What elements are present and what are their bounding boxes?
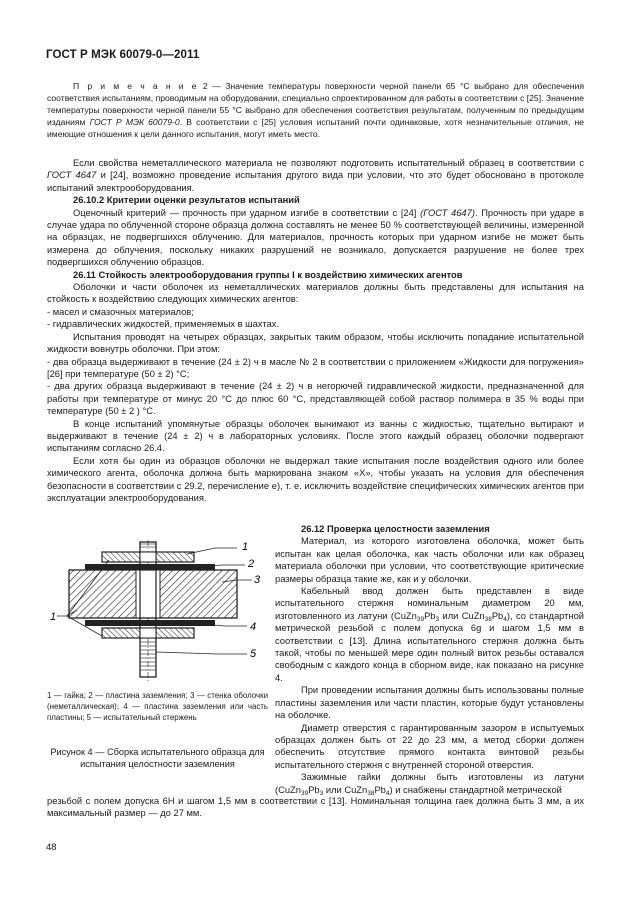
note-text-2: . В соответствии с [25] условия испытаний почти одинаковые, хотя незначительные отличия, не имеющие отношения к цели данного испытания, могут иметь место. [47,117,584,140]
list-item-hydraulic-fluid: - два других образца выдерживают в течение (24 ± 2) ч в негорючей гидравлической жидкости, предназначенной для работы при температуре от минус 20 °С до плюс 60 °С, представляющей собой раствор полимера в 35 % воды при температуре (50 ± 2 ) °С. [47,381,584,417]
figure-legend: 1 — гайка; 2 — пластина заземления; 3 — стенка оболочки (неметаллическая); 4 — пластина заземления или часть пластины; 5 — испытательный стержень [47,691,268,722]
note-paragraph [47,80,584,140]
gost-4647-ref-2: (ГОСТ 4647) [420,207,475,218]
paragraph-hole-diameter: Диаметр отверстия с гарантированным зазором в испытуемых образцах должен быть от 22 до 23 мм, а метод сборки должен обеспечить отсутствие прямого контакта винтовой резьбы испытательного стержня с внутренней стороной отверстия. [275,722,584,770]
main-text-block [47,157,584,504]
section-heading-26-11: 26.11 Стойкость электрооборудования группы I к воздействию химических агентов [73,269,463,280]
note-number: 2 — [198,81,221,91]
list-item-oil-2: - два образца выдерживают в течение (24 ± 2) ч в масле № 2 в соответствии с приложением «Жидкости для погружения» [26] при температуре (50 ± 2) °С; [47,356,584,379]
bottom-paragraph: резьбой с полем допуска 6Н и шагом 1,5 мм в соответствии с [13]. Номинальная толщина гаек должна быть 3 мм, а их максимальный размер — до 27 мм. [47,796,584,819]
callout-2: 2 [248,558,255,570]
paragraph-chemical-agents: Оболочки и части оболочек из неметаллических материалов должны быть представлены для испытания на стойкость к воздействию следующих химических агентов: [47,282,584,305]
paragraph-earth-plates: При проведении испытания должны быть использованы полные пластины заземления или части пластин, которые будут установлены на оболочке. [275,685,584,721]
list-item-oils: - масел и смазочных материалов; [47,306,194,317]
paragraph-material: Материал, из которого изготовлена оболочка, может быть испытан как целая оболочка, как часть оболочки или как образец материала оболочки при условии, что соответствующие критические размеры образца такие же, как и у оболочки. [275,536,584,584]
callout-5: 5 [250,648,257,660]
paragraph-marking-x: Если хотя бы один из образцов оболочки не выдержал такие испытания после воздействия одного или более химического агента, оболочка должна быть маркирована знаком «Х», чтобы указать на условия для обеспечения безопасности в соответствии с 29.2, перечисление е), т. е. исключить воздействие специфических химических агентов при эксплуатации электрооборудования. [47,455,584,503]
earthing-plate-part [85,620,215,626]
list-item-hydraulic: - гидравлических жидкостей, применяемых в шахтах. [47,319,280,330]
note-label: П р и м е ч а н и е [73,81,199,91]
section-heading-26-10-2: 26.10.2 Критерии оценки результатов испытаний [73,195,300,206]
figure-caption: Рисунок 4 — Сборка испытательного образца для испытания целостности заземления [50,747,265,769]
paragraph-cable-gland: Кабельный ввод должен быть представлен в виде испытательного стержня номинальным диаметром 20 мм, изготовленного из латуни ($CuZn_{39}Pb_3$ или $CuZn_{38}Pb_4$), со стандартной метрической резьбой с полем допуска 6g и шагом 1,5 мм в соответствии с [13]. Длина испытательного стержня должна быть такой, чтобы по меньшей мере один полный виток резьбы оставался свободным с каждого конца в сборном виде, как показано на рисунке 4. [275,586,584,683]
callout-4: 4 [250,621,257,633]
paragraph-end-of-test: В конце испытаний упомянутые образцы оболочек вынимают из ванны с жидкостью, тщательно вытирают и выдерживают в течение (24 ± 2) ч в лабораторных условиях. После этого каждый образец оболочки подвергают испытаниям согласно 26.4. [47,418,584,454]
earthing-plate [85,564,215,570]
callout-3: 3 [254,574,261,586]
document-header: ГОСТ Р МЭК 60079-0—2011 [46,49,200,61]
page-number: 48 [46,842,57,853]
paragraph-alt-test: Если свойства неметаллического материала не позволяют подготовить испытательный образец в соответствии с ГОСТ 4647 и [24], возможно проведение испытания другого вида при условии, что это будет обосновано в протоколе испытаний электрооборудования. [47,158,584,193]
paragraph-four-samples: Испытания проводят на четырех образцах, закрытых таким образом, чтобы исключить попадание испытательной жидкости вовнутрь оболочки. При этом: [47,331,584,355]
section-heading-26-12: 26.12 Проверка целостности заземления [301,524,490,534]
callout-1-left: 1 [50,611,57,623]
gost-4647-ref: ГОСТ 4647 [47,170,97,181]
paragraph-clamp-nuts: Зажимные гайки должны быть изготовлены из латуни ($CuZn_{39}Pb_3$ или $CuZn_{38}Pb_4$) и снабжены стандартной метрической [275,772,584,797]
right-column-text [275,523,584,796]
paragraph-criteria: Оценочный критерий — прочность при ударном изгибе в соответствии с [24] (ГОСТ 4647). Прочность при ударе в случае удара по облученной стороне образца должна составлять не менее 50 % соответствующей величины, измеренной на образцах, не подвергшихся облучению. Для материалов, прочность которых при ударном изгибе не может быть измерена до облучения, поскольку никаких разрушений не возникало, допускается разрушение не более трех подвергшихся облучению образцов. [47,207,584,268]
note-text-1: Значение температуры поверхности черной панели 65 °С выбрано для обеспечения соответствия испытаниям, проводимым на оборудовании, специально спроектированном для работы в соответствии с [25]. Значение температуры поверхности черной панели 55 °С выбрано для обеспечения соответствия результатам, полученным по предыдущим изданиям [47,81,584,128]
note-reference: ГОСТ Р МЭК 60079-0 [89,117,180,128]
callout-1-top: 1 [242,541,249,553]
figure-4-drawing [47,540,267,688]
